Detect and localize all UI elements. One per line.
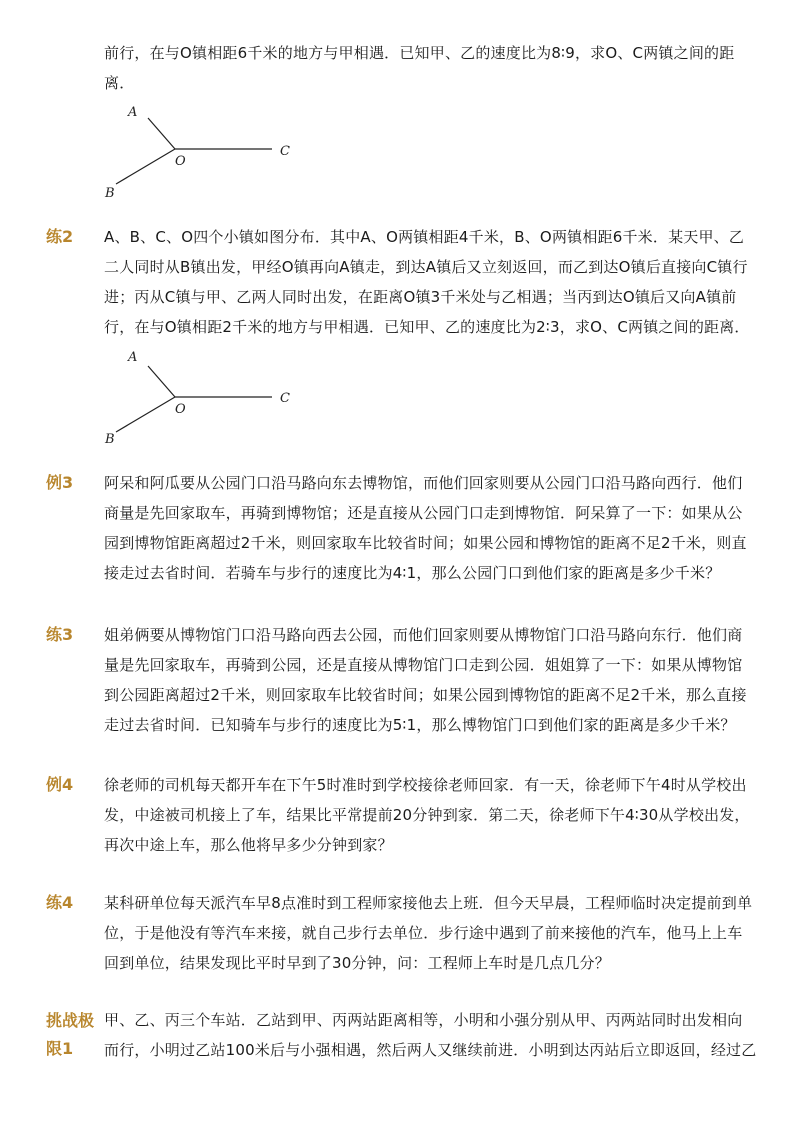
problem-label: 例3: [46, 473, 74, 492]
label-a: A: [128, 350, 138, 365]
problem-text: [104, 468, 747, 588]
text-line: 发，中途被司机接上了车，结果比平常提前20分钟到家．第二天，徐老师下午4∶30从学校出发，: [104, 806, 750, 824]
text-line: 某科研单位每天派汽车早8点准时到工程师家接他去上班．但今天早晨，工程师临时决定提前到单: [104, 894, 753, 912]
problem-text: [104, 1005, 757, 1065]
line-oa: [148, 366, 175, 397]
problem-text: [104, 888, 753, 978]
text-line: 量是先回家取车，再骑到公园，还是直接从博物馆门口走到公园．姐姐算了一下：如果从博物馆: [104, 656, 743, 674]
text-line: 前行，在与O镇相距6千米的地方与甲相遇．已知甲、乙的速度比为8∶9，求O、C两镇之间的距: [104, 44, 735, 62]
problem-label: 练2: [46, 227, 74, 246]
problem-text: [104, 620, 747, 740]
problem-text: [104, 770, 750, 860]
label-b: B: [105, 186, 115, 201]
text-line: 阿呆和阿瓜要从公园门口沿马路向东去博物馆，而他们回家则要从公园门口沿马路向西行．他们: [104, 474, 743, 492]
text-line: 再次中途上车，那么他将早多少分钟到家？: [104, 836, 393, 854]
text-line: 姐弟俩要从博物馆门口沿马路向西去公园，而他们回家则要从博物馆门口沿马路向东行．他们商: [104, 626, 743, 644]
text-line: 位，于是他没有等汽车来接，就自己步行去单位．步行途中遇到了前来接他的汽车，他马上上车: [104, 924, 743, 942]
town-diagram-1: [100, 98, 310, 208]
line-ob: [116, 397, 175, 432]
text-line: 回到单位，结果发现比平时早到了30分钟，问：工程师上车时是几点几分？: [104, 954, 610, 972]
top-problem-text: [104, 38, 735, 98]
problem-label: 练4: [46, 893, 74, 912]
problem-text: [104, 222, 750, 342]
text-line: 行，在与O镇相距2千米的地方与甲相遇．已知甲、乙的速度比为2∶3，求O、C两镇之间的距离．: [104, 318, 750, 336]
town-diagram-2: [100, 346, 310, 456]
label-o: O: [175, 154, 186, 169]
text-line: 徐老师的司机每天都开车在下午5时准时到学校接徐老师回家．有一天，徐老师下午4时从学校出: [104, 776, 747, 794]
label-c: C: [280, 391, 290, 406]
problem-label: 例4: [46, 775, 74, 794]
text-line: 接走过去省时间．若骑车与步行的速度比为4∶1，那么公园门口到他们家的距离是多少千米？: [104, 564, 721, 582]
text-line: 甲、乙、丙三个车站．乙站到甲、丙两站距离相等，小明和小强分别从甲、丙两站同时出发相向: [104, 1011, 743, 1029]
label-c: C: [280, 144, 290, 159]
problem-label: 挑战极限1: [46, 1011, 95, 1058]
text-line: 走过去省时间．已知骑车与步行的速度比为5∶1，那么博物馆门口到他们家的距离是多少千米？: [104, 716, 736, 734]
line-ob: [116, 149, 175, 184]
text-line: A、B、C、O四个小镇如图分布．其中A、O两镇相距4千米，B、O两镇相距6千米．某天甲、乙: [104, 228, 745, 246]
problem-label: 练3: [46, 625, 74, 644]
text-line: 到公园距离超过2千米，则回家取车比较省时间；如果公园到博物馆的距离不足2千米，那么直接: [104, 686, 747, 704]
label-b: B: [105, 432, 115, 447]
label-o: O: [175, 402, 186, 417]
text-line: 二人同时从B镇出发，甲经O镇再向A镇走，到达A镇后又立刻返回，而乙到达O镇后直接向C镇行: [104, 258, 748, 276]
text-line: 园到博物馆距离超过2千米，则回家取车比较省时间；如果公园和博物馆的距离不足2千米，则直: [104, 534, 747, 552]
text-line: 进；丙从C镇与甲、乙两人同时出发，在距离O镇3千米处与乙相遇；当丙到达O镇后又向A镇前: [104, 288, 737, 306]
label-a: A: [128, 105, 138, 120]
text-line: 而行，小明过乙站100米后与小强相遇，然后两人又继续前进．小明到达丙站后立即返回，经过乙: [104, 1041, 757, 1059]
text-line: 商量是先回家取车，再骑到博物馆；还是直接从公园门口走到博物馆．阿呆算了一下：如果从公: [104, 504, 743, 522]
line-oa: [148, 118, 175, 149]
text-line: 离．: [104, 74, 135, 92]
